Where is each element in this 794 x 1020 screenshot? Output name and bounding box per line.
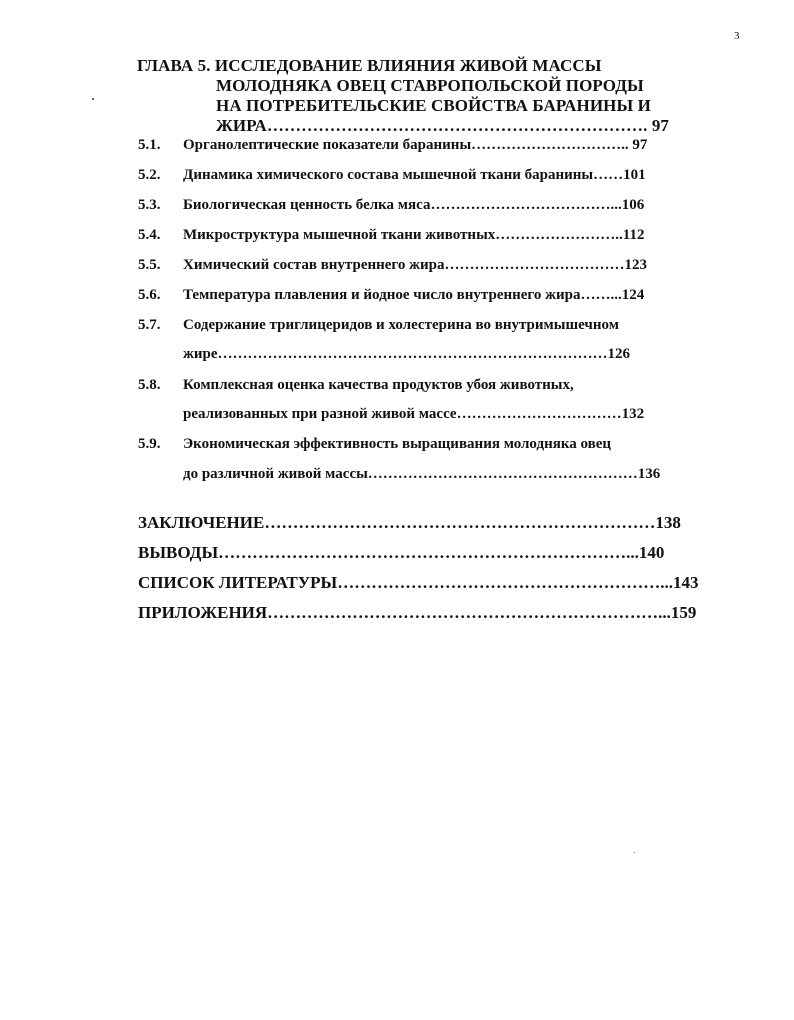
section-number: 5.2. bbox=[138, 167, 161, 183]
section-number: 5.5. bbox=[138, 257, 161, 273]
section-number: 5.3. bbox=[138, 197, 161, 213]
chapter-title-line: НА ПОТРЕБИТЕЛЬСКИЕ СВОЙСТВА БАРАНИНЫ И bbox=[216, 96, 651, 115]
section-entry-continuation[interactable]: реализованных при разной живой массе……………………………132 bbox=[183, 406, 645, 422]
section-entry[interactable]: Микроструктура мышечной ткани животных……………………..112 bbox=[183, 227, 645, 243]
section-entry[interactable]: Температура плавления и йодное число внутреннего жира……...124 bbox=[183, 287, 645, 303]
speck-mark bbox=[634, 852, 635, 853]
back-matter-entry[interactable]: ПРИЛОЖЕНИЯ……………………………………………………………...159 bbox=[138, 603, 697, 622]
section-entry-continuation[interactable]: жире……………………………………………………………………126 bbox=[183, 346, 631, 362]
section-number: 5.6. bbox=[138, 287, 161, 303]
back-matter-entry[interactable]: СПИСОК ЛИТЕРАТУРЫ…………………………………………………...143 bbox=[138, 573, 699, 592]
section-entry[interactable]: Комплексная оценка качества продуктов убоя животных, bbox=[183, 377, 574, 393]
section-entry[interactable]: Органолептические показатели баранины………………………….. 97 bbox=[183, 137, 648, 153]
speck-mark bbox=[92, 98, 94, 100]
section-number: 5.9. bbox=[138, 436, 161, 452]
section-number: 5.1. bbox=[138, 137, 161, 153]
chapter-title-line: ГЛАВА 5. ИССЛЕДОВАНИЕ ВЛИЯНИЯ ЖИВОЙ МАССЫ bbox=[137, 56, 602, 75]
section-number: 5.4. bbox=[138, 227, 161, 243]
section-number: 5.7. bbox=[138, 317, 161, 333]
section-entry[interactable]: Содержание триглицеридов и холестерина во внутримышечном bbox=[183, 317, 619, 333]
section-entry-continuation[interactable]: до различной живой массы………………………………………………136 bbox=[183, 466, 661, 482]
section-entry[interactable]: Биологическая ценность белка мяса………………………………...106 bbox=[183, 197, 645, 213]
back-matter-entry[interactable]: ВЫВОДЫ………………………………………………………………...140 bbox=[138, 543, 665, 562]
section-entry[interactable]: Динамика химического состава мышечной ткани баранины……101 bbox=[183, 167, 646, 183]
chapter-title-line: ЖИРА…………………………………………………………. 97 bbox=[216, 116, 670, 135]
section-number: 5.8. bbox=[138, 377, 161, 393]
section-entry[interactable]: Экономическая эффективность выращивания молодняка овец bbox=[183, 436, 612, 452]
section-entry[interactable]: Химический состав внутреннего жира………………………………123 bbox=[183, 257, 647, 273]
back-matter-entry[interactable]: ЗАКЛЮЧЕНИЕ……………………………………………………………138 bbox=[138, 513, 681, 532]
chapter-title-line: МОЛОДНЯКА ОВЕЦ СТАВРОПОЛЬСКОЙ ПОРОДЫ bbox=[216, 76, 644, 95]
page-number: 3 bbox=[734, 30, 740, 42]
